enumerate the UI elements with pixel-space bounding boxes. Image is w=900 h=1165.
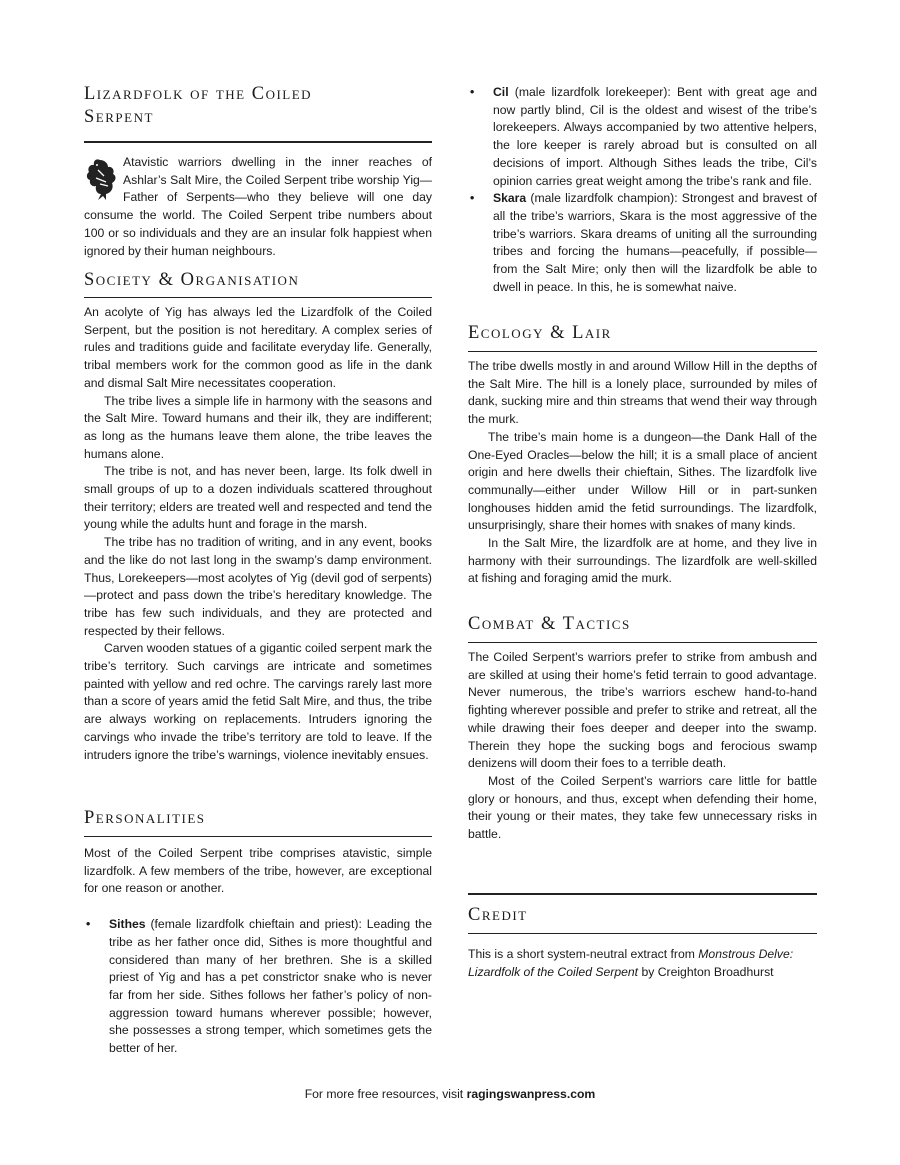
- dragon-icon: [84, 156, 118, 202]
- ecology-paragraph: The tribe dwells mostly in and around Willow Hill in the depths of the Salt Mire. The hill is a lonely place, surrounded by miles of dank, sucking mire and thin streams that wend their way through the murk.: [468, 359, 817, 427]
- list-item: [468, 190, 817, 296]
- personality-text: (female lizardfolk chieftain and priest): Leading the tribe as her father once did, Sithes is more thoughtful and considered than many of her brethren. She is a skilled priest of Yig and has a pet constrictor snake who is never far from her side. Sithes follows her father’s policy of non-aggression toward humans wherever possible; however, she possesses a strong temper, which sometimes gets the better of her.: [109, 917, 432, 1056]
- title-block: [84, 83, 432, 143]
- credit-section: [468, 893, 817, 981]
- intro-block: [84, 154, 432, 260]
- personality-name: Sithes: [109, 917, 146, 932]
- personalities-list-right: [468, 84, 817, 296]
- society-heading: Society & Organisation: [84, 270, 300, 290]
- society-paragraph: The tribe has no tradition of writing, and in any event, books and the like do not last long in the swamp’s damp environment. Thus, Lorekeepers—most acolytes of Yig (devil god of serpents)—protect and pass down the tribe’s hereditary knowledge. The tribe has few such individuals, and they are protected and respected by their fellows.: [84, 535, 432, 638]
- footer: [0, 1087, 900, 1101]
- credit-text-after: by Creighton Broadhurst: [638, 964, 774, 979]
- personalities-continued: [468, 84, 817, 296]
- society-section: [84, 269, 432, 764]
- list-item: [84, 916, 432, 1058]
- personalities-heading: Personalities: [84, 808, 206, 828]
- personality-name: Cil: [493, 85, 509, 99]
- ecology-paragraph: In the Salt Mire, the lizardfolk are at home, and they live in harmony with their surroundings. The lizardfolk are well-skilled at fishing and foraging amid the murk.: [468, 536, 817, 586]
- title-rule: [84, 141, 432, 143]
- ecology-section: [468, 322, 817, 588]
- society-paragraph: The tribe is not, and has never been, large. Its folk dwell in small groups of up to a dozen individuals scattered throughout their territory; elders are treated well and respected and tend the young while the adults hunt and forage in the marsh.: [84, 464, 432, 532]
- footer-link[interactable]: ragingswanpress.com: [466, 1087, 596, 1101]
- credit-book-title: Monstrous Delve: Lizardfolk of the Coiled Serpent: [468, 947, 794, 979]
- bullet: •: [470, 85, 475, 99]
- combat-heading: Combat & Tactics: [468, 614, 631, 634]
- combat-rule: [468, 642, 817, 643]
- combat-section: [468, 613, 817, 844]
- footer-text: For more free resources, visit: [304, 1087, 467, 1101]
- credit-top-rule: [468, 893, 817, 895]
- ecology-paragraph: The tribe’s main home is a dungeon—the Dank Hall of the One-Eyed Oracles—below the hill; it is a small place of ancient origin and here dwells their chieftain, Sithes. The lizardfolk live communally—either under Willow Hill or in part-sunken longhouses hidden amid the fetid surroundings. The lizardfolk, unsurprisingly, share their homes with snakes of many kinds.: [468, 429, 817, 533]
- personalities-intro: Most of the Coiled Serpent tribe comprises atavistic, simple lizardfolk. A few members of the tribe, however, are exceptional for one reason or another.: [84, 846, 432, 896]
- ecology-heading: Ecology & Lair: [468, 323, 612, 343]
- credit-text-before: This is a short system-neutral extract from: [468, 947, 699, 961]
- society-paragraph: An acolyte of Yig has always led the Lizardfolk of the Coiled Serpent, but the position is not hereditary. A complex series of rules and traditions guide and facilitate everyday life. Generally, tribal members work for the common good as life in the dank and dismal Salt Mire necessitates cooperation.: [84, 305, 432, 390]
- credit-text: [468, 946, 817, 981]
- personalities-rule: [84, 836, 432, 837]
- page-title-line-1: Lizardfolk of the Coiled: [84, 84, 313, 104]
- page-title-line-2: Serpent: [84, 107, 154, 127]
- page-title: [84, 83, 432, 129]
- credit-rule: [468, 933, 817, 934]
- personality-text: (male lizardfolk lorekeeper): Bent with great age and now partly blind, Cil is the oldest and wisest of the tribe’s lorekeepers. Always accompanied by two attentive helpers, the lore keeper is rarely abroad but is consulted on all decisions of import. Although Sithes leads the tribe, Cil’s opinion carries great weight among the tribe’s rank and file.: [493, 85, 817, 188]
- personalities-list-left: [84, 916, 432, 1058]
- personality-name: Skara: [493, 191, 527, 206]
- society-rule: [84, 297, 432, 298]
- intro-text: Atavistic warriors dwelling in the inner reaches of Ashlar’s Salt Mire, the Coiled Serpent tribe worship Yig—Father of Serpents—who they believe will one day consume the world. The Coiled Serpent tribe numbers about 100 or so individuals and they are an insular folk happiest when ignored by their human neighbours.: [84, 155, 432, 258]
- combat-paragraph: Most of the Coiled Serpent’s warriors care little for battle glory or honours, and thus, except when defending their home, their young or their mates, they take few unnecessary risks in battle.: [468, 773, 817, 842]
- bullet: •: [86, 917, 91, 932]
- credit-heading: Credit: [468, 905, 528, 925]
- list-item: [468, 84, 817, 190]
- combat-paragraph: The Coiled Serpent’s warriors prefer to strike from ambush and are skilled at using their home’s fetid terrain to good advantage. Never numerous, the tribe’s warriors eschew hand-to-hand fighting wherever possible and prefer to strike and retreat, all the while drawing their foes deeper and deeper into the swamp. Therein they hope the sucking bogs and ferocious swamp denizens will doom their foes to a terrible death.: [468, 650, 817, 771]
- society-paragraph: Carven wooden statues of a gigantic coiled serpent mark the tribe’s territory. Such carvings are intricate and sometimes painted with yellow and red ochre. The carvings rarely last more than a score of years amid the fetid Salt Mire, and thus, the tribe are always working on replacements. Intruders ignoring the carvings who invade the tribe’s territory are told to leave. If the intruders ignore the tribe’s warnings, violence inevitably ensues.: [84, 641, 432, 762]
- personalities-section: [84, 807, 432, 1058]
- society-paragraph: The tribe lives a simple life in harmony with the seasons and the Salt Mire. Toward humans and their ilk, they are indifferent; as long as the humans leave them alone, the tribe leaves the humans alone.: [84, 393, 432, 461]
- ecology-rule: [468, 351, 817, 352]
- bullet: •: [470, 191, 475, 206]
- personality-text: (male lizardfolk champion): Strongest and bravest of all the tribe’s warriors, Skara is the most aggressive of the tribe’s warriors. Skara dreams of uniting all the surrounding tribes and forcing the humans—peacefully, if possible—from the Salt Mire; only then will the lizardfolk be able to dwell in peace. In this, he is somewhat naive.: [493, 191, 817, 294]
